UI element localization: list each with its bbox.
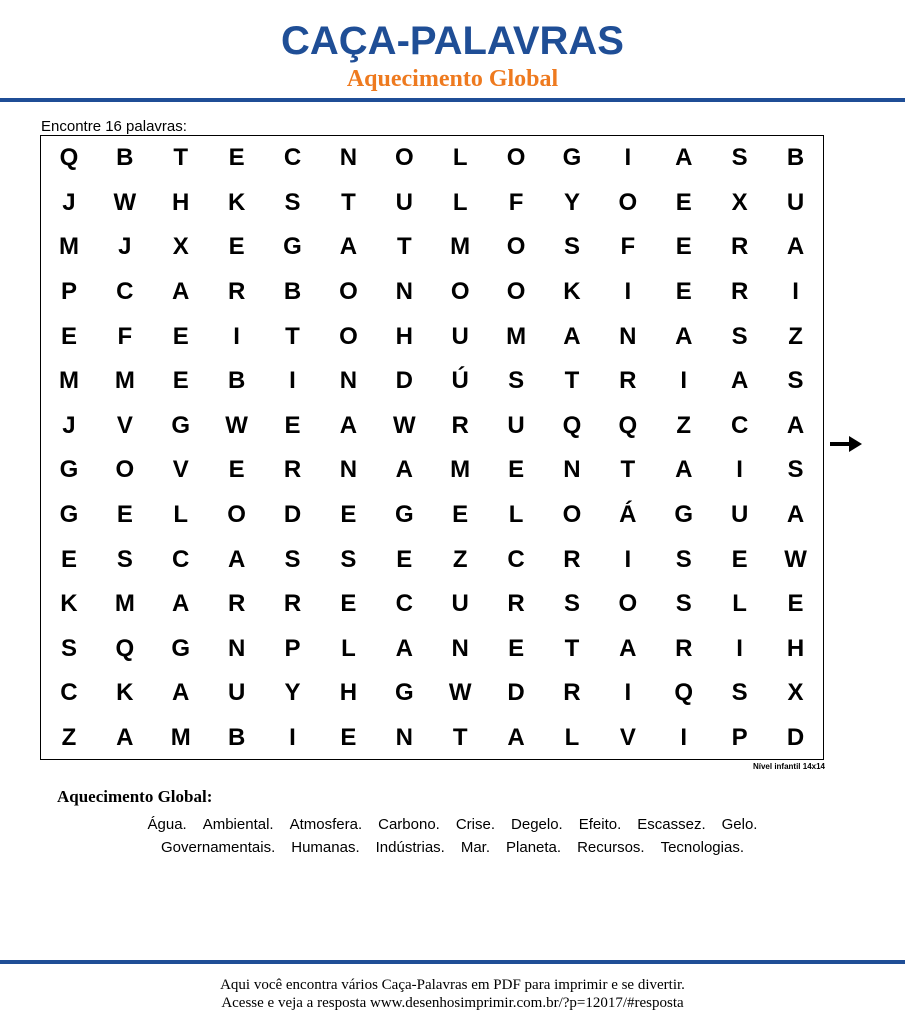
- grid-letter: Q: [59, 144, 79, 172]
- grid-letter: G: [394, 679, 414, 707]
- grid-letter: I: [624, 679, 632, 707]
- grid-letter: M: [58, 233, 79, 261]
- grid-letter: S: [116, 545, 133, 573]
- grid-letter: A: [507, 724, 525, 752]
- grid-letter: P: [731, 724, 748, 752]
- grid-letter: C: [172, 545, 190, 573]
- grid-letter: O: [339, 278, 358, 306]
- grid-letter: N: [395, 724, 413, 752]
- grid-letter: S: [508, 367, 525, 395]
- grid-letter: E: [396, 545, 413, 573]
- grid-letter: M: [114, 367, 135, 395]
- grid-letter: F: [620, 233, 636, 261]
- grid-letter: D: [283, 501, 302, 529]
- word-list-item: Crise.: [455, 816, 496, 833]
- word-list-item: Planeta.: [506, 839, 562, 856]
- grid-letter: N: [563, 456, 581, 484]
- grid-letter: C: [116, 278, 134, 306]
- word-list-item: Gelo.: [721, 816, 758, 833]
- grid-letter: A: [227, 545, 246, 573]
- grid-letter: R: [730, 278, 749, 306]
- page-subtitle: Aquecimento Global: [346, 66, 559, 92]
- grid-letter: R: [451, 411, 469, 439]
- grid-letter: U: [227, 679, 246, 707]
- arrow-right-icon: [829, 433, 863, 455]
- grid-letter: H: [172, 188, 190, 216]
- grid-letter: T: [285, 322, 300, 350]
- grid-letter: U: [451, 590, 469, 618]
- grid-letter: S: [340, 545, 357, 573]
- grid-letter: D: [395, 367, 413, 395]
- grid-letter: N: [451, 634, 469, 662]
- grid-letter: A: [395, 456, 413, 484]
- grid-letter: B: [227, 724, 246, 752]
- grid-letter: L: [508, 501, 524, 529]
- grid-letter: A: [675, 144, 693, 172]
- grid-letter: N: [339, 144, 358, 172]
- grid-letter: A: [395, 634, 413, 662]
- grid-letter: O: [115, 456, 135, 484]
- grid-letter: I: [736, 456, 743, 484]
- grid-letter: J: [62, 411, 76, 439]
- grid-letter: A: [675, 322, 693, 350]
- grid-letter: N: [619, 322, 637, 350]
- grid-letter: Z: [788, 322, 803, 350]
- grid-letter: E: [508, 456, 525, 484]
- grid-letter: E: [731, 545, 748, 573]
- grid-letter: O: [506, 144, 526, 172]
- word-list-item: Água.: [147, 816, 187, 833]
- grid-letter: A: [786, 233, 805, 261]
- footer-line-2: Acesse e veja a resposta www.desenhosimprimir.com.br/?p=12017/#resposta: [221, 995, 684, 1011]
- grid-letter: Q: [115, 634, 135, 662]
- letter-grid: [55, 136, 839, 761]
- grid-letter: R: [507, 590, 525, 618]
- grid-letter: A: [786, 501, 805, 529]
- grid-letter: E: [60, 322, 77, 350]
- grid-letter: I: [289, 367, 296, 395]
- word-list-item: Humanas.: [291, 839, 360, 856]
- grid-letter: G: [171, 634, 191, 662]
- grid-letter: G: [562, 144, 582, 172]
- grid-letter: B: [283, 278, 302, 306]
- word-list-row-1: [0, 816, 905, 834]
- grid-letter: E: [340, 590, 357, 618]
- grid-letter: W: [225, 411, 248, 439]
- grid-letter: E: [675, 233, 692, 261]
- grid-letter: E: [284, 411, 301, 439]
- grid-letter: J: [62, 188, 76, 216]
- instructions-text: Encontre 16 palavras:: [41, 118, 187, 135]
- grid-letter: G: [59, 501, 79, 529]
- grid-letter: S: [60, 634, 77, 662]
- grid-letter: T: [452, 724, 468, 752]
- grid-letter: A: [563, 322, 581, 350]
- grid-letter: P: [284, 634, 301, 662]
- grid-letter: S: [284, 545, 301, 573]
- grid-letter: L: [452, 188, 468, 216]
- grid-letter: O: [562, 501, 582, 529]
- grid-letter: Y: [284, 679, 301, 707]
- grid-letter: X: [731, 188, 748, 216]
- grid-letter: D: [786, 724, 805, 752]
- level-label: Nível infantil 14x14: [752, 762, 825, 771]
- grid-letter: A: [116, 724, 134, 752]
- grid-letter: L: [564, 724, 580, 752]
- grid-letter: H: [339, 679, 358, 707]
- grid-letter: M: [58, 367, 79, 395]
- grid-letter: U: [507, 411, 525, 439]
- grid-letter: S: [787, 367, 804, 395]
- word-list-item: Mar.: [460, 839, 491, 856]
- grid-letter: J: [118, 233, 132, 261]
- grid-letter: I: [680, 367, 688, 395]
- grid-letter: N: [339, 367, 358, 395]
- grid-letter: M: [450, 233, 471, 261]
- grid-letter: I: [624, 144, 632, 172]
- grid-letter: Ú: [451, 367, 469, 395]
- grid-letter: C: [395, 590, 413, 618]
- grid-letter: Á: [619, 501, 637, 529]
- grid-letter: E: [508, 634, 525, 662]
- grid-letter: I: [680, 724, 688, 752]
- grid-letter: O: [618, 188, 638, 216]
- grid-letter: M: [506, 322, 527, 350]
- grid-letter: S: [563, 233, 580, 261]
- grid-letter: K: [60, 590, 78, 618]
- grid-letter: Z: [676, 411, 692, 439]
- grid-letter: E: [60, 545, 77, 573]
- grid-letter: E: [675, 278, 692, 306]
- grid-letter: X: [172, 233, 189, 261]
- grid-letter: T: [620, 456, 636, 484]
- grid-letter: M: [114, 590, 135, 618]
- grid-letter: N: [395, 278, 413, 306]
- grid-letter: S: [675, 590, 692, 618]
- grid-letter: R: [563, 545, 581, 573]
- grid-letter: S: [731, 144, 748, 172]
- footer-line-1: Aqui você encontra vários Caça-Palavras em PDF para imprimir e se divertir.: [220, 977, 685, 993]
- grid-letter: I: [233, 322, 240, 350]
- grid-letter: R: [227, 278, 246, 306]
- grid-letter: W: [392, 411, 416, 439]
- grid-letter: V: [619, 724, 636, 752]
- grid-letter: H: [395, 322, 413, 350]
- grid-letter: N: [339, 456, 358, 484]
- grid-letter: L: [732, 590, 747, 618]
- grid-letter: N: [227, 634, 246, 662]
- grid-letter: A: [730, 367, 749, 395]
- word-list-item: Atmosfera.: [289, 816, 363, 833]
- grid-letter: I: [736, 634, 743, 662]
- grid-letter: A: [339, 233, 358, 261]
- grid-letter: G: [59, 456, 79, 484]
- grid-letter: O: [506, 278, 526, 306]
- grid-letter: R: [619, 367, 637, 395]
- grid-letter: E: [787, 590, 804, 618]
- grid-letter: A: [786, 411, 805, 439]
- grid-letter: U: [451, 322, 469, 350]
- grid-letter: S: [284, 188, 301, 216]
- grid-letter: Q: [562, 411, 582, 439]
- word-list-item: Recursos.: [577, 839, 645, 856]
- grid-letter: R: [227, 590, 246, 618]
- word-search-grid: [40, 135, 824, 760]
- grid-letter: Q: [674, 679, 694, 707]
- grid-letter: G: [283, 233, 302, 261]
- grid-letter: O: [506, 233, 526, 261]
- grid-letter: O: [618, 590, 638, 618]
- grid-letter: L: [341, 634, 356, 662]
- grid-letter: O: [227, 501, 246, 529]
- grid-letter: O: [394, 144, 414, 172]
- word-list-item: Governamentais.: [161, 839, 276, 856]
- grid-letter: S: [563, 590, 580, 618]
- grid-letter: S: [787, 456, 804, 484]
- grid-letter: T: [396, 233, 412, 261]
- grid-letter: V: [116, 411, 133, 439]
- word-list-item: Escassez.: [637, 816, 706, 833]
- grid-letter: K: [116, 679, 134, 707]
- grid-letter: R: [283, 590, 302, 618]
- word-list-item: Tecnologias.: [660, 839, 744, 856]
- grid-letter: T: [173, 144, 189, 172]
- grid-letter: I: [624, 545, 632, 573]
- grid-letter: Q: [618, 411, 638, 439]
- grid-letter: S: [731, 679, 748, 707]
- grid-letter: Z: [61, 724, 77, 752]
- grid-letter: K: [227, 188, 246, 216]
- grid-letter: S: [675, 545, 692, 573]
- grid-letter: E: [228, 144, 245, 172]
- grid-letter: M: [450, 456, 471, 484]
- grid-letter: C: [507, 545, 525, 573]
- word-list-item: Ambiental.: [202, 816, 274, 833]
- grid-letter: I: [624, 278, 632, 306]
- grid-letter: G: [394, 501, 414, 529]
- grid-letter: C: [60, 679, 78, 707]
- header-divider: [0, 98, 905, 102]
- grid-letter: T: [564, 367, 580, 395]
- grid-letter: A: [339, 411, 358, 439]
- grid-letter: G: [674, 501, 694, 529]
- grid-letter: E: [116, 501, 133, 529]
- grid-letter: F: [508, 188, 524, 216]
- page-title: CAÇA-PALAVRAS: [281, 19, 624, 63]
- grid-letter: A: [172, 679, 190, 707]
- word-list-row-2: [0, 839, 905, 857]
- grid-letter: E: [340, 501, 357, 529]
- grid-letter: A: [619, 634, 637, 662]
- grid-letter: E: [172, 367, 189, 395]
- grid-letter: V: [172, 456, 189, 484]
- grid-letter: A: [675, 456, 693, 484]
- grid-letter: W: [448, 679, 472, 707]
- word-list-item: Carbono.: [378, 816, 440, 833]
- grid-letter: T: [341, 188, 356, 216]
- grid-letter: E: [228, 233, 245, 261]
- grid-letter: M: [170, 724, 191, 752]
- grid-letter: W: [784, 545, 807, 573]
- grid-letter: H: [786, 634, 805, 662]
- grid-letter: S: [731, 322, 748, 350]
- grid-letter: P: [60, 278, 77, 306]
- grid-letter: B: [786, 144, 805, 172]
- footer-divider: [0, 960, 905, 964]
- grid-letter: L: [173, 501, 189, 529]
- grid-letter: U: [395, 188, 413, 216]
- grid-letter: C: [283, 144, 302, 172]
- grid-letter: Y: [563, 188, 580, 216]
- grid-letter: R: [730, 233, 749, 261]
- grid-letter: I: [289, 724, 296, 752]
- word-list-item: Degelo.: [511, 816, 563, 833]
- grid-letter: E: [228, 456, 245, 484]
- grid-letter: G: [171, 411, 191, 439]
- grid-letter: Z: [452, 545, 468, 573]
- grid-letter: W: [113, 188, 137, 216]
- grid-letter: L: [452, 144, 468, 172]
- word-list-title: Aquecimento Global:: [57, 787, 213, 806]
- word-list-item: Indústrias.: [375, 839, 445, 856]
- grid-letter: F: [117, 322, 133, 350]
- grid-letter: R: [675, 634, 693, 662]
- grid-letter: D: [507, 679, 525, 707]
- grid-letter: A: [172, 278, 190, 306]
- grid-letter: X: [787, 679, 804, 707]
- grid-letter: B: [116, 144, 134, 172]
- grid-letter: B: [227, 367, 246, 395]
- grid-letter: T: [564, 634, 580, 662]
- grid-letter: E: [675, 188, 692, 216]
- grid-letter: E: [452, 501, 469, 529]
- grid-letter: U: [786, 188, 805, 216]
- grid-letter: R: [563, 679, 581, 707]
- grid-letter: U: [730, 501, 749, 529]
- word-list-item: Efeito.: [578, 816, 622, 833]
- grid-letter: K: [563, 278, 581, 306]
- grid-letter: C: [730, 411, 749, 439]
- grid-letter: O: [450, 278, 470, 306]
- grid-letter: E: [172, 322, 189, 350]
- grid-letter: I: [792, 278, 799, 306]
- grid-letter: A: [172, 590, 190, 618]
- grid-letter: E: [340, 724, 357, 752]
- grid-letter: O: [339, 322, 358, 350]
- grid-letter: R: [283, 456, 302, 484]
